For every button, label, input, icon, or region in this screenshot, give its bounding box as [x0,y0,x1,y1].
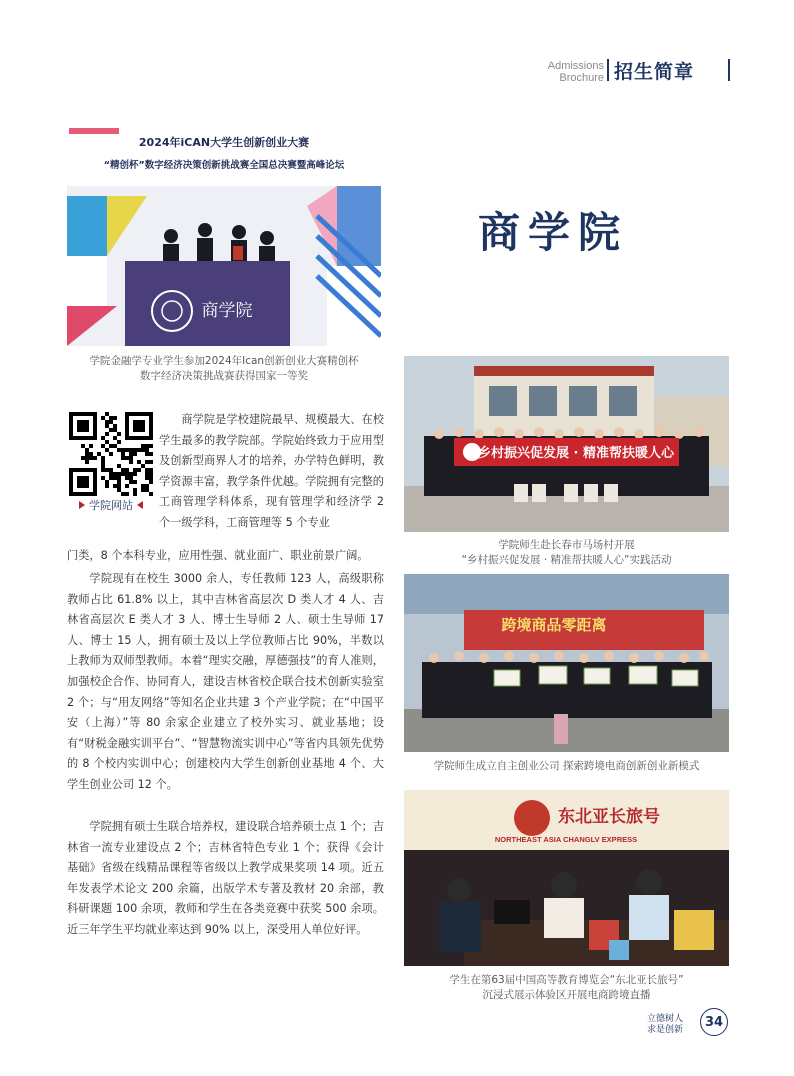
photo-crossborder [404,574,729,752]
qr-label-text: 学院网站 [89,499,133,512]
header-en-line1: Admissions [547,60,604,72]
qr-code-image [69,412,153,496]
livestream-sign: 东北亚长旅号 [558,807,660,827]
header-title: 招生简章 [614,61,695,83]
caption-competition-line2: 数字经济决策挑战赛获得国家一等奖 [140,370,308,382]
flag-text: 商学院 [201,301,253,321]
achievements-paragraph: 学院拥有硕士生联合培养权，建设联合培养硕士点 1 个；吉林省一流专业建设点 2 个；吉林省特色专业 1 个；获得《会计基础》省级在线精品课程等省级以上教学成果奖项 14 项。近五年发表学术论文 200 余篇，出版学术专著及教材 20 余部，教科研课题 100 余项，教师和学生在各类竞赛中获奖 500 余项。近三年学生平均就业率达到 90% 以上，深受用人单位好评。 [67,820,384,936]
crossborder-banner: 跨境商品零距离 [501,616,607,634]
footer-slogan-line2: 求是创新 [647,1025,684,1035]
header-divider-right [728,59,730,81]
footer-slogan [647,1014,683,1036]
footer-slogan-line1: 立德树人 [647,1014,684,1024]
caption-village-line1: 学院师生赴长春市马场村开展 [498,539,635,551]
caption-village [404,538,729,568]
caption-competition [67,354,381,384]
photo-livestream [404,790,729,966]
intro-paragraph-part2: 门类，8 个本科专业，应用性强、就业面广、职业前景广阔。 [67,549,369,562]
arrow-right-icon [79,501,85,509]
photo-competition [67,126,381,346]
photo-village [404,356,729,532]
faculty-paragraph: 学院现有在校生 3000 余人，专任教师 123 人，高级职称教师占比 61.8% 以上，其中吉林省高层次 D 类人才 4 人、吉林省高层次 E 类人才 3 人、博士生导师 2 人、硕士生导师 17 人、博士 15 人，拥有硕士及以上学位教师占比 90%，半数以上教师为双师型教师。本着“理实交融，厚德强技”的育人准则，加强校企合作、协同育人，建设吉林省校企联合技术创新实验室 2 个；与“用友网络”等知名企业共建 3 个产业学院；在“中国平安（上海）”等 80 余家企业建立了校外实习、就业基地；设有“财税金融实训平台”、“智慧物流实训中心”等省内具领先优势的 8 个校内实训中心；创建校内大学生创新创业基地 4 个、大学生创业公司 12 个。 [67,572,384,791]
caption-competition-line1: 学院金融学专业学生参加2024年Ican创新创业大赛精创杯 [89,355,359,367]
qr-label[interactable] [70,497,152,513]
banner-line2: “精创杯”数字经济决策创新挑战赛全国总决赛暨高峰论坛 [103,160,345,171]
caption-livestream-line1: 学生在第63届中国高等教育博览会“东北亚长旅号” [449,974,684,986]
page-number: 34 [700,1008,728,1036]
intro-paragraph-part1: 商学院是学校建院最早、规模最大、在校学生最多的教学院部。学院始终致力于应用型及创新型商界人才的培养，办学特色鲜明，教学资源丰富，教学条件优越。学院拥有完整的工商管理学科体系，现有管理学和经济学 2 个一级学科，工商管理等 5 个专业 [159,413,384,529]
section-title: 商学院 [478,208,629,257]
caption-village-line2: “乡村振兴促发展 · 精准帮扶暖人心”实践活动 [461,554,672,566]
livestream-sign-en: NORTHEAST ASIA CHANGLV EXPRESS [494,835,638,844]
caption-livestream [404,973,729,1003]
arrow-left-icon [137,501,143,509]
qr-code[interactable] [69,412,153,496]
header-en-line2: Brochure [559,72,604,84]
village-banner: 乡村振兴促发展 · 精准帮扶暖人心 [478,446,674,461]
banner-line1: 2024年iCAN大学生创新创业大赛 [138,136,310,149]
header-english [548,60,604,84]
caption-livestream-line2: 沉浸式展示体验区开展电商跨境直播 [482,989,651,1001]
caption-crossborder: 学院师生成立自主创业公司 探索跨境电商创新创业新模式 [433,760,700,772]
header-divider-left [607,59,609,81]
